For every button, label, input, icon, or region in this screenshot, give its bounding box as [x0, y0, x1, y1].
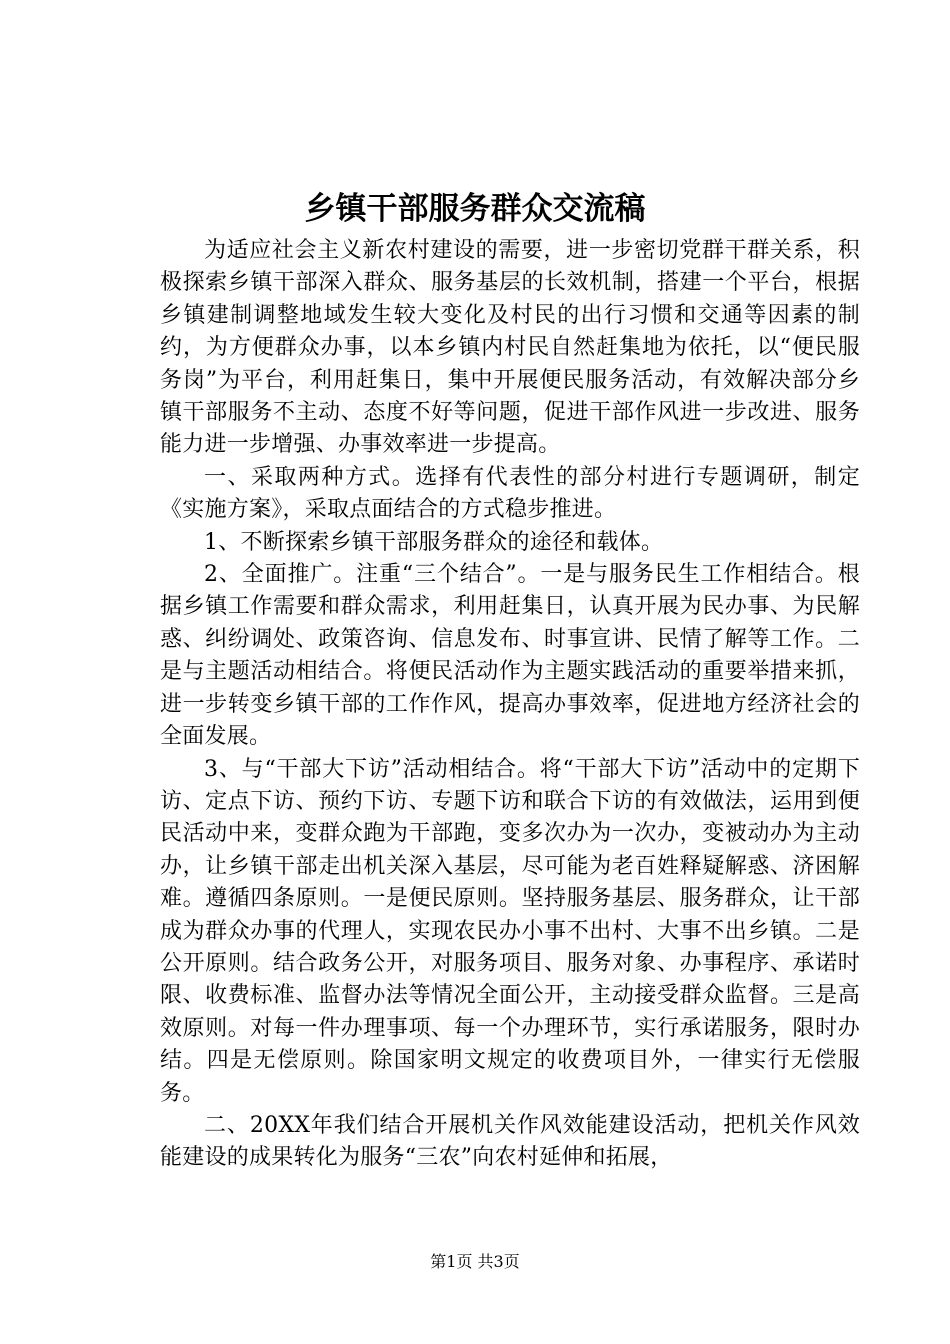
document-body	[160, 235, 860, 1175]
paragraph-item-1: 1、不断探索乡镇干部服务群众的途径和载体。	[204, 529, 664, 555]
paragraph-item-2: 2、全面推广。注重“三个结合”。一是与服务民生工作相结合。根据乡镇工作需要和群众需求，利用赶集日，认真开展为民办事、为民解惑、纠纷调处、政策咨询、信息发布、时事宣讲、民情了解等工作。二是与主题活动相结合。将便民活动作为主题实践活动的重要举措来抓，进一步转变乡镇干部的工作作风，提高办事效率，促进地方经济社会的全面发展。	[160, 562, 860, 750]
paragraph-section-2: 二、20XX年我们结合开展机关作风效能建设活动，把机关作风效能建设的成果转化为服务“三农”向农村延伸和拓展，	[160, 1112, 860, 1171]
paragraph-intro: 为适应社会主义新农村建设的需要，进一步密切党群干群关系，积极探索乡镇干部深入群众、服务基层的长效机制，搭建一个平台，根据乡镇建制调整地域发生较大变化及村民的出行习惯和交通等因素的制约，为方便群众办事，以本乡镇内村民自然赶集地为依托，以“便民服务岗”为平台，利用赶集日，集中开展便民服务活动，有效解决部分乡镇干部服务不主动、态度不好等问题，促进干部作风进一步改进、服务能力进一步增强、办事效率进一步提高。	[160, 238, 860, 458]
page-number-footer: 第1页 共3页	[430, 1252, 520, 1271]
paragraph-section-1: 一、采取两种方式。选择有代表性的部分村进行专题调研，制定《实施方案》，采取点面结合的方式稳步推进。	[160, 464, 860, 523]
document-title: 乡镇干部服务群众交流稿	[304, 191, 646, 227]
paragraph-item-3: 3、与“干部大下访”活动相结合。将“干部大下访”活动中的定期下访、定点下访、预约下访、专题下访和联合下访的有效做法，运用到便民活动中来，变群众跑为干部跑，变多次办为一次办，变被动办为主动办，让乡镇干部走出机关深入基层，尽可能为老百姓释疑解惑、济困解难。遵循四条原则。一是便民原则。坚持服务基层、服务群众，让干部成为群众办事的代理人，实现农民办小事不出村、大事不出乡镇。二是公开原则。结合政务公开，对服务项目、服务对象、办事程序、承诺时限、收费标准、监督办法等情况全面公开，主动接受群众监督。三是高效原则。对每一件办理事项、每一个办理环节，实行承诺服务，限时办结。四是无偿原则。除国家明文规定的收费项目外，一律实行无偿服务。	[160, 756, 860, 1106]
